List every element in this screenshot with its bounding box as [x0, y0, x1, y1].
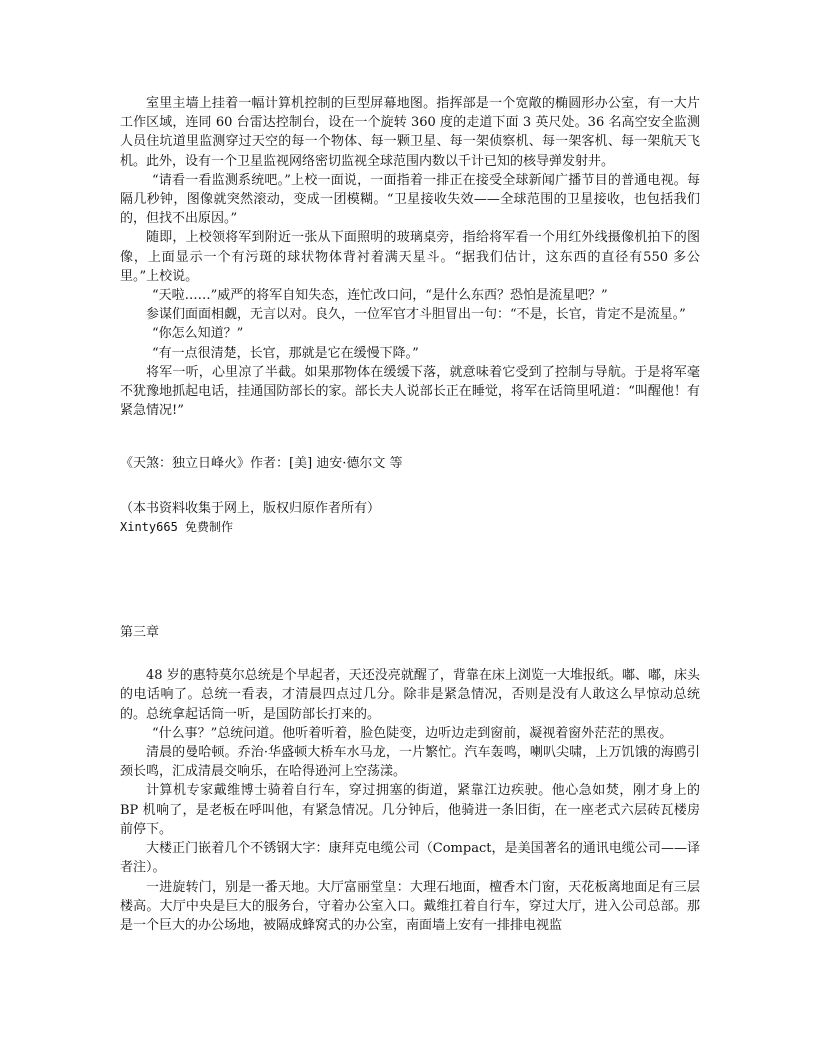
- body-paragraph: “请看一看监测系统吧。”上校一面说，一面指着一排正在接受全球新闻广播节目的普通电视。每隔几秒钟，图像就突然滚动，变成一团模糊。“卫星接收失效——全球范围的卫星接收，也包括我们的，但找不出原因。”: [120, 172, 700, 227]
- copyright-line: （本书资料收集于网上，版权归原作者所有）: [120, 500, 381, 516]
- maker-line: Xinty665 免费制作: [120, 519, 234, 534]
- body-paragraph: “有一点很清楚，长官，那就是它在缓慢下降。”: [152, 345, 419, 361]
- body-paragraph: 大楼正门嵌着几个不锈钢大字：康拜克电缆公司（Compact，是美国著名的通讯电缆公司——译者注）。: [120, 841, 700, 876]
- body-paragraph: “什么事？”总统问道。他听着听着，脸色陡变，边听边走到窗前，凝视着窗外茫茫的黑夜。: [152, 725, 673, 741]
- body-paragraph: 室里主墙上挂着一幅计算机控制的巨型屏幕地图。指挥部是一个宽敞的椭圆形办公室，有一大片工作区域，连同 60 台雷达控制台，设在一个旋转 360 度的走道下面 3 英尺处。36 名高空安全监测人员住坑道里监测穿过天空的每一个物体、每一颗卫星、每一架侦察机、每一架客机、每一架航天飞机。此外，设有一个卫星监视网络密切监视全球范围内数以千计已知的核导弹发射井。: [120, 96, 700, 169]
- body-paragraph: 计算机专家戴维博士骑着自行车，穿过拥塞的街道，紧靠江边疾驶。他心急如焚，刚才身上的 BP 机响了，是老板在呼叫他，有紧急情况。几分钟后，他骑进一条旧街，在一座老式六层砖瓦楼房前停下。: [120, 783, 700, 837]
- spacer: [120, 537, 700, 623]
- body-paragraph: 清晨的曼哈顿。乔治·华盛顿大桥车水马龙，一片繁忙。汽车轰鸣，喇叭尖啸，上万饥饿的海鸥引颈长鸣，汇成清晨交响乐，在哈得逊河上空荡漾。: [120, 745, 700, 780]
- body-paragraph: “天啦……”威严的将军自知失态，连忙改口问，“是什么东西？恐怕是流星吧？”: [152, 288, 608, 304]
- spacer: [120, 642, 700, 666]
- book-title-line: 《天煞：独立日峰火》作者：[美] 迪安·德尔文 等: [120, 456, 403, 472]
- spacer: [120, 474, 700, 499]
- body-paragraph: 48 岁的惠特莫尔总统是个早起者，天还没亮就醒了，背靠在床上浏览一大堆报纸。嘟、嘟，床头的电话响了。总统一看表，才清晨四点过几分。除非是紧急情况，否则是没有人敢这么早惊动总统的。总统拿起话筒一听，是国防部长打来的。: [120, 668, 700, 722]
- body-paragraph: 将军一听，心里凉了半截。如果那物体在缓缓下落，就意味着它受到了控制与导航。于是将军毫不犹豫地抓起电话，挂通国防部长的家。部长夫人说部长正在睡觉，将军在话筒里吼道：“叫醒他！有紧急情况!”: [120, 364, 700, 419]
- body-paragraph: 参谋们面面相觑，无言以对。良久，一位军官才斗胆冒出一句：“不是，长官，肯定不是流星。”: [146, 307, 686, 323]
- body-paragraph: “你怎么知道？”: [152, 326, 244, 342]
- body-paragraph: 一进旋转门，别是一番天地。大厅富丽堂皇：大理石地面，檀香木门窗，天花板离地面足有三层楼高。大厅中央是巨大的服务台，守着办公室入口。戴维扛着自行车，穿过大厅，进入公司总部。那是一个巨大的办公场地，被隔成蜂窝式的办公室，南面墙上安有一排排电视监: [120, 879, 700, 933]
- chapter-heading: 第三章: [120, 625, 160, 641]
- document-page: [120, 94, 700, 935]
- spacer: [120, 420, 700, 454]
- body-paragraph: 随即，上校领将军到附近一张从下面照明的玻璃桌旁，指给将军看一个用红外线摄像机拍下的图像，上面显示一个有污斑的球状物体背衬着满天星斗。“据我们估计，这东西的直径有550 多公里。”上校说。: [120, 230, 700, 284]
